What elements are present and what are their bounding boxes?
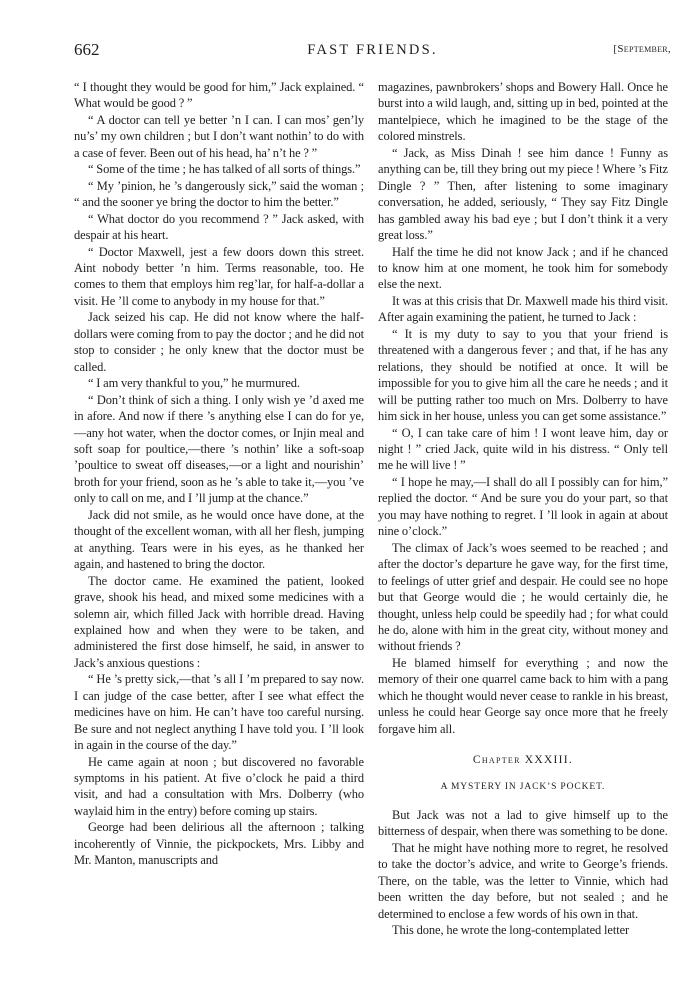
paragraph: The doctor came. He examined the patient, looked grave, shook his head, and mixed some medicines with a solemn air, which filled Jack with horrible dread. Having explained how and when they were to be taken, and administered the first dose himself, he said, in answer to Jack’s anxious questions : [74, 573, 364, 670]
paragraph: “ It is my duty to say to you that your friend is threatened with a dangerous fever ; and that, if he has any relations, they should be notified at once. It will be impossible for you to give him all the care he needs ; and it will be putting rather too much on Mrs. Dolberry to have him sick in her house, unless you can get some assistance.” [378, 326, 668, 424]
left-column [74, 79, 364, 869]
paragraph: “ I am very thankful to you,” he murmured. [88, 376, 300, 391]
paragraph: Jack seized his cap. He did not know where the half-dollars were coming from to pay the doctor ; and he did not stop to consider ; he only knew that the doctor must be called. [74, 310, 364, 374]
page-number: 662 [74, 40, 100, 59]
chapter-subtitle: A MYSTERY IN JACK’S POCKET. [440, 781, 606, 792]
paragraph: “ O, I can take care of him ! I wont leave him, day or night ! ” cried Jack, quite wild in his distress. “ Only tell me he will live ! ” [378, 425, 668, 473]
paragraph: “ My ’pinion, he ’s dangerously sick,” said the woman ; “ and the sooner ye bring the doctor to him the better.” [74, 178, 364, 210]
paragraph: But Jack was not a lad to give himself up to the bitterness of despair, when there was something to be done. [378, 808, 668, 839]
paragraph: It was at this crisis that Dr. Maxwell made his third visit. After again examining the patient, he turned to Jack : [378, 293, 668, 325]
paragraph: “ He ’s pretty sick,—that ’s all I ’m prepared to say now. I can judge of the case better, after I see what effect the medicines have on him. He can’t have too careful nursing. Be sure and not neglect anything I have told you. I ’ll look in again in the course of the day.” [74, 672, 364, 753]
paragraph: This done, he wrote the long-contemplated letter [392, 923, 630, 938]
paragraph: George had been delirious all the afternoon ; talking incoherently of Vinnie, the pickpockets, Mrs. Libby and Mr. Manton, manuscripts and [74, 820, 364, 868]
paragraph: Jack did not smile, as he would once have done, at the thought of the excellent woman, with all her flesh, jumping at anything. Tears were in his eyes, as he thanked her again, and hastened to bring the doctor. [74, 507, 364, 572]
paragraph: “ Some of the time ; he has talked of all sorts of things.” [88, 162, 361, 177]
paragraph: “ Jack, as Miss Dinah ! see him dance ! Funny as anything can be, till they bring out my piece ! Where ’s Fitz Dingle ? ” Then, after listening to some imaginary conversation, he added, seriously, “ They say Fitz Dingle has gambled away his bad eye ; but I don’t think it a very great loss.” [378, 145, 668, 243]
right-column [378, 79, 668, 939]
paragraph: “ I hope he may,—I shall do all I possibly can for him,” replied the doctor. “ And be sure you do your part, so that you may have nothing to regret. I ’ll look in again at about nine o’clock.” [378, 474, 668, 539]
paragraph: He came again at noon ; but discovered no favorable symptoms in his patient. At five o’clock he paid a third visit, and had a consultation with Mrs. Dolberry (who waylaid him in the entry) before coming up stairs. [74, 754, 364, 818]
page-header [74, 40, 671, 62]
paragraph: He blamed himself for everything ; and now the memory of their one quarrel came back to him with a pang which he thought would never cease to rankle in his breast, unless he could hear George say once more that he freely forgave him all. [378, 655, 668, 736]
paragraph: “ Doctor Maxwell, jest a few doors down this street. Aint nobody better ’n him. Terms reasonable, too. He comes to them that employs him reg’lar, for half-a-dollar a visit. He ’ll come to anybody in my house for that.” [74, 244, 364, 308]
chapter-heading: Chapter XXXIII. [472, 754, 574, 767]
running-date: [September, [613, 43, 671, 55]
paragraph: “ Don’t think of sich a thing. I only wish ye ’d axed me in afore. And now if there ’s anything else I can do for ye,—any hot water, when the doctor comes, or Injin meal and soft soap for poultice,—there ’s nothin’ like a soft-soap ’poultice to sweat off diseases,—or a light and nourishin’ broth for your friend, soon as he ’s able to take it,—you ’ve only to call on me, and I ’ll jump at the chance.” [74, 392, 364, 506]
paragraph: magazines, pawnbrokers’ shops and Bowery Hall. Once he burst into a wild laugh, and, sitting up in bed, pointed at the mantelpiece, which he imagined to be the stage of the colored minstrels. [378, 80, 668, 144]
paragraph: Half the time he did not know Jack ; and if he chanced to know him at one moment, he took him for somebody else the next. [378, 244, 668, 292]
paragraph: The climax of Jack’s woes seemed to be reached ; and after the doctor’s departure he gave way, for the first time, to feelings of utter grief and despair. He could see no hope but that George would die ; he would certainly die, he thought, unless help could be speedily had ; for what could he do, alone with him in the great city, without money and without friends ? [378, 540, 668, 654]
running-title: FAST FRIENDS. [307, 42, 438, 58]
paragraph: That he might have nothing more to regret, he resolved to take the doctor’s advice, and write to George’s friends. There, on the table, was the letter to Vinnie, which had been written the day before, but not sealed ; and he determined to enclose a few words of his own in that. [378, 840, 668, 921]
paragraph: “ I thought they would be good for him,” Jack explained. “ What would be good ? ” [74, 80, 364, 111]
paragraph: “ What doctor do you recommend ? ” Jack asked, with despair at his heart. [74, 211, 364, 243]
paragraph: “ A doctor can tell ye better ’n I can. I can mos’ gen’ly nu’s’ my own children ; but I don’t want nothin’ to do with a case of fever. Been out of his head, ha’ n’t he ? ” [74, 112, 364, 160]
